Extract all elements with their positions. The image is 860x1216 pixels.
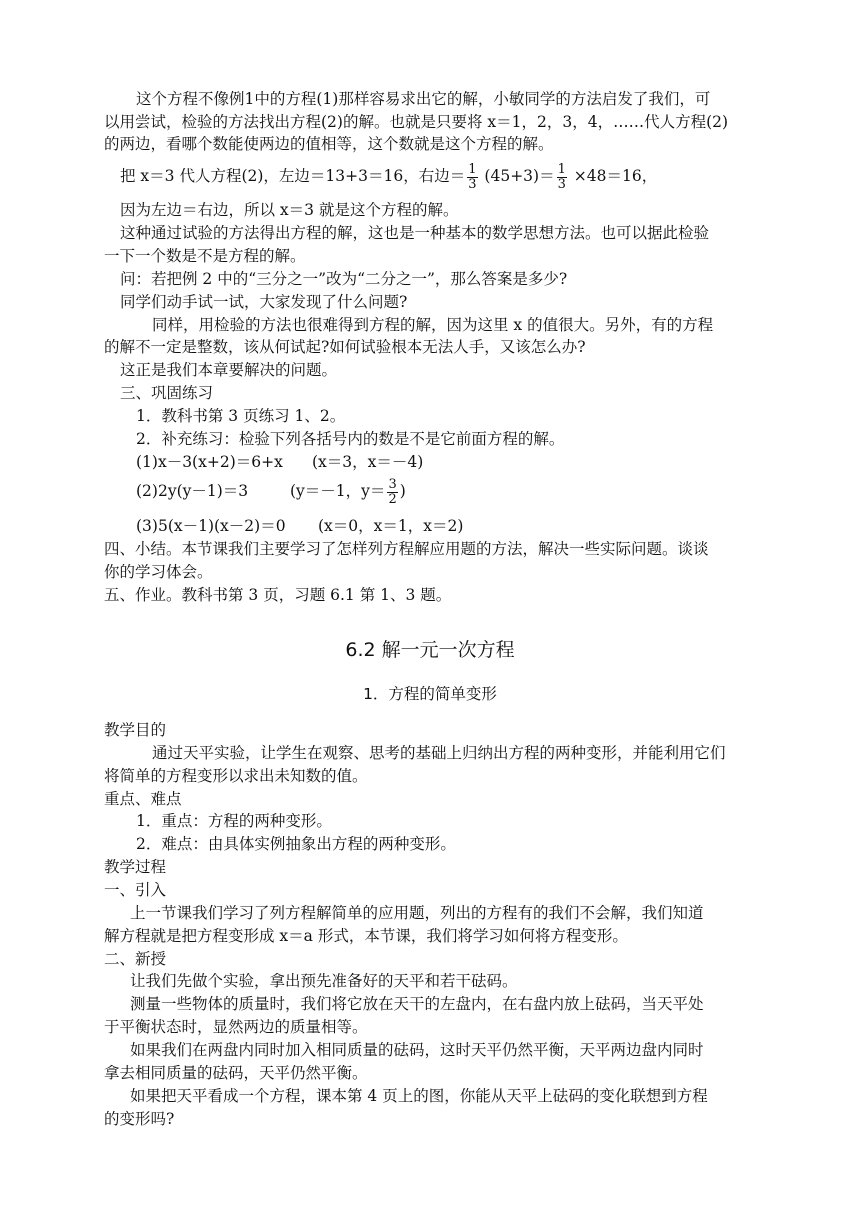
equation-3: (3)5(x－1)(x－2)＝0 (136, 517, 286, 535)
paragraph-line: 拿去相同质量的砝码，天平仍然平衡。 (104, 1064, 368, 1082)
paragraph-line: 以用尝试，检验的方法找出方程(2)的解。也就是只要将 x＝1，2，3，4，……代人方程(2) (104, 113, 729, 131)
equation-2-candidates (290, 474, 406, 508)
fraction-numerator: 1 (468, 161, 477, 177)
fraction-numerator: 3 (388, 476, 397, 492)
fraction-denominator: 2 (388, 491, 397, 507)
paragraph-line: 如果把天平看成一个方程，课本第 4 页上的图，你能从天平上砝码的变化联想到方程 (130, 1087, 708, 1105)
paragraph-line: 同学们动手试一试，大家发现了什么问题? (120, 293, 408, 311)
paragraph-line: 这个方程不像例1中的方程(1)那样容易求出它的解，小敏同学的方法启发了我们，可 (136, 90, 711, 108)
fraction (557, 163, 567, 192)
list-item: 1．重点：方程的两种变形。 (136, 812, 332, 830)
paragraph-line: 这正是我们本章要解决的问题。 (120, 361, 338, 379)
text-run: (45+3)＝ (479, 167, 555, 185)
heading-teaching-goal: 教学目的 (104, 721, 167, 739)
paragraph-line: 上一节课我们学习了列方程解简单的应用题，列出的方程有的我们不会解，我们知道 (130, 904, 704, 922)
paragraph-line: 同样，用检验的方法也很难得到方程的解，因为这里 x 的值很大。另外，有的方程 (152, 316, 714, 334)
text-run: 把 x＝3 代人方程(2)，左边＝13+3＝16，右边＝ (120, 167, 466, 185)
equation-1: (1)x－3(x+2)＝6+x (136, 453, 283, 471)
paragraph-line: 于平衡状态时，显然两边的质量相等。 (104, 1018, 368, 1036)
substitution-line (120, 160, 657, 192)
list-item: 2．难点：由具体实例抽象出方程的两种变形。 (136, 835, 456, 853)
paragraph-line: 将简单的方程变形以求出未知数的值。 (104, 767, 368, 785)
heading-teaching-process: 教学过程 (104, 858, 167, 876)
exercise-item: 2．补充练习：检验下列各括号内的数是不是它前面方程的解。 (136, 430, 565, 448)
heading-key-points: 重点、难点 (104, 790, 182, 808)
fraction (387, 478, 397, 507)
paragraph-line: 让我们先做个实验，拿出预先准备好的天平和若干砝码。 (130, 972, 518, 990)
paragraph-line: 这种通过试验的方法得出方程的解，这也是一种基本的数学思想方法。也可以据此检验 (120, 224, 710, 242)
paragraph-line: 的变形吗? (104, 1110, 175, 1128)
equation-3-candidates: (x＝0，x＝1，x＝2) (318, 517, 464, 535)
paragraph-line: 一下一个数是不是方程的解。 (104, 247, 306, 265)
section-heading: 四、小结。本节课我们主要学习了怎样列方程解应用题的方法，解决一些实际问题。谈谈 (104, 540, 709, 558)
paragraph-line: 你的学习体会。 (104, 563, 213, 581)
paragraph-line: 如果我们在两盘内同时加入相同质量的砝码，这时天平仍然平衡，天平两边盘内同时 (130, 1041, 704, 1059)
heading-intro: 一、引入 (104, 881, 167, 899)
section-heading: 三、巩固练习 (120, 384, 214, 402)
exercise-item: 1．教科书第 3 页练习 1、2。 (136, 407, 346, 425)
section-heading: 五、作业。教科书第 3 页，习题 6.1 第 1、3 题。 (104, 586, 452, 604)
heading-new-lesson: 二、新授 (104, 950, 167, 968)
equation-2: (2)2y(y－1)＝3 (136, 482, 249, 500)
paragraph-line: 的解不一定是整数，该从何试起?如何试验根本无法人手，又该怎么办? (104, 338, 586, 356)
question-line: 问：若把例 2 中的“三分之一”改为“二分之一”，那么答案是多少? (120, 270, 568, 288)
fraction-denominator: 3 (557, 176, 566, 192)
paragraph-line: 解方程就是把方程变形成 x＝a 形式，本节课，我们将学习如何将方程变形。 (104, 927, 628, 945)
fraction-denominator: 3 (468, 176, 477, 192)
paragraph-line: 通过天平实验，让学生在观察、思考的基础上归纳出方程的两种变形，并能利用它们 (152, 744, 726, 762)
text-run: ) (399, 482, 406, 500)
text-run: ×48＝16， (568, 167, 658, 185)
section-title: 6.2 解一元一次方程 (345, 639, 515, 661)
text-run: (y＝－1，y＝ (290, 482, 386, 500)
fraction-numerator: 1 (557, 161, 566, 177)
paragraph-line: 测量一些物体的质量时，我们将它放在天干的左盘内，在右盘内放上砝码，当天平处 (130, 995, 704, 1013)
paragraph-line: 因为左边＝右边，所以 x＝3 就是这个方程的解。 (120, 201, 459, 219)
paragraph-line: 的两边，看哪个数能使两边的值相等，这个数就是这个方程的解。 (104, 135, 554, 153)
equation-1-candidates: (x＝3，x＝－4) (312, 453, 424, 471)
section-subtitle: 1．方程的简单变形 (363, 685, 497, 703)
fraction (467, 163, 477, 192)
